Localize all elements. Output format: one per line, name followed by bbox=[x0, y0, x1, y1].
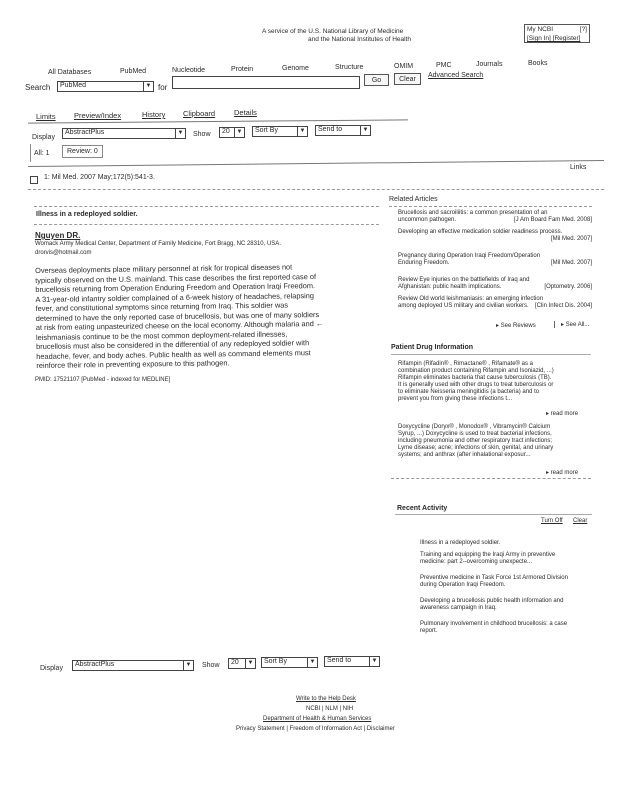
drug-entry-line: Rifampin (Rifadin® , Rimactane® , Rifamate® as a bbox=[398, 361, 533, 367]
related-item-title[interactable]: uncommon pathogen. bbox=[398, 217, 457, 223]
sort-by-value: Sort By bbox=[264, 658, 287, 665]
author-link[interactable]: Nguyen DR. bbox=[35, 231, 81, 240]
drug-info-rule bbox=[391, 354, 591, 355]
service-line-1: A service of the U.S. National Library of Medicine bbox=[262, 28, 404, 35]
tab-details[interactable]: Details bbox=[234, 108, 257, 117]
footer-agency-links[interactable]: NCBI | NLM | NIH bbox=[306, 706, 354, 712]
drug-info-bottom-rule bbox=[391, 478, 591, 479]
for-label: for bbox=[158, 83, 168, 92]
sort-by-select[interactable] bbox=[252, 126, 308, 137]
abstract-line: typically observed on the U.S. mainland. This case describes the first reported case of bbox=[35, 271, 317, 285]
related-item[interactable] bbox=[398, 253, 592, 267]
drug-entry-line: prevent you from giving these infections t... bbox=[398, 396, 513, 402]
show-count-select-bottom[interactable] bbox=[228, 658, 256, 669]
display-format-select[interactable] bbox=[62, 128, 186, 139]
recent-item-line[interactable]: Preventive medicine in Task Force 1st Armored Division bbox=[420, 575, 568, 581]
related-item-source: [Mil Med. 2007] bbox=[550, 260, 592, 266]
related-item-source: [Optometry. 2006] bbox=[544, 284, 592, 290]
abstract-line: determined to have the only reported case of brucellosis, but was one of many soldiers bbox=[35, 309, 320, 323]
database-select-value: PubMed bbox=[60, 82, 87, 89]
result-checkbox[interactable] bbox=[30, 176, 38, 184]
sort-by-select-bottom[interactable] bbox=[261, 657, 318, 668]
drug-info-heading: Patient Drug Information bbox=[391, 344, 474, 351]
related-item-title[interactable]: Review Old world leishmaniasis: an emerging infection bbox=[398, 296, 544, 302]
database-select[interactable] bbox=[57, 81, 154, 92]
recent-item-line[interactable]: Developing a brucellosis public health information and bbox=[420, 598, 564, 604]
related-item-row bbox=[398, 260, 592, 267]
abstract-line: brucellosis returning from Operation Enduring Freedom and Operation Iraqi Freedom. bbox=[35, 281, 316, 294]
display-format-select-bottom[interactable] bbox=[72, 660, 194, 671]
recent-activity-rule bbox=[395, 514, 592, 515]
db-tab-omim[interactable]: OMIM bbox=[394, 63, 414, 70]
results-divider bbox=[28, 160, 604, 167]
related-item-row bbox=[398, 284, 592, 291]
read-more-link[interactable]: ▸ read more bbox=[546, 411, 579, 417]
affiliation: Womack Army Medical Center, Department of Family Medicine, Fort Bragg, NC 28310, USA. bbox=[35, 241, 281, 247]
abstract-text bbox=[35, 261, 396, 371]
show-count-value: 20 bbox=[222, 128, 230, 135]
my-ncbi-box bbox=[524, 24, 590, 43]
filter-review[interactable]: Review: 0 bbox=[62, 145, 103, 158]
send-to-value: Send to bbox=[318, 126, 343, 133]
abstract-line: fever, and constitutional symptoms since returning from Iraq. This soldier was bbox=[35, 300, 289, 313]
related-item[interactable] bbox=[398, 210, 592, 224]
related-item[interactable] bbox=[398, 277, 592, 291]
related-item-title[interactable]: Afghanistan: public health implications. bbox=[398, 284, 502, 290]
recent-item[interactable] bbox=[420, 621, 592, 635]
arrow-left-icon: ← bbox=[315, 318, 324, 329]
recent-item-line[interactable]: Pulmonary involvement in childhood brucellosis: a case bbox=[420, 621, 568, 627]
turn-off-link[interactable]: Turn Off bbox=[541, 518, 563, 524]
db-tab-structure[interactable]: Structure bbox=[335, 64, 364, 71]
related-rule bbox=[389, 206, 592, 207]
chevron-down-icon: ▼ bbox=[143, 82, 153, 91]
abstract-line: A 31-year-old infantry soldier complained of a 6-week history of headaches, relapsing bbox=[35, 290, 315, 304]
abstract-line: leishmaniasis continue to be the most common deployment-related illnesses, bbox=[35, 328, 288, 342]
drug-entry-line: including pneumonia and other respiratory tract infections; bbox=[398, 438, 553, 444]
citation[interactable]: 1: Mil Med. 2007 May;172(5):541-3. bbox=[44, 174, 155, 181]
abstract-line: reinforce their role in preventing exposure to this pathogen. bbox=[36, 358, 230, 370]
read-more-link[interactable]: ▸ read more bbox=[546, 470, 579, 476]
recent-item-line[interactable]: awareness campaign in Iraq. bbox=[420, 605, 497, 611]
drug-entry-doxycycline[interactable] bbox=[398, 424, 594, 459]
search-label: Search bbox=[25, 83, 51, 92]
title-top-rule bbox=[34, 206, 379, 207]
related-item-source: [Mil Med. 2007] bbox=[550, 236, 592, 242]
related-item-title[interactable]: Pregnancy during Operation Iraqi Freedom/Operation bbox=[398, 253, 541, 259]
service-statement bbox=[262, 28, 462, 44]
tab-history[interactable]: History bbox=[142, 110, 166, 119]
tab-clipboard[interactable]: Clipboard bbox=[183, 109, 216, 118]
send-to-select[interactable] bbox=[315, 125, 371, 136]
recent-item[interactable] bbox=[420, 575, 592, 589]
db-tab-all[interactable]: All Databases bbox=[48, 69, 92, 76]
my-ncbi-label[interactable]: My NCBI bbox=[527, 26, 553, 33]
clear-recent-link[interactable]: Clear bbox=[573, 518, 588, 524]
drug-entry-line: systems; and anthrax (after inhalational exposur... bbox=[398, 452, 531, 458]
send-to-value: Send to bbox=[327, 657, 352, 664]
drug-entry-line: Rifampin eliminates bacteria that cause tuberculosis (TB). bbox=[398, 375, 552, 381]
drug-entry-line: Lyme disease; acne; infections of skin, genital, and urinary bbox=[398, 445, 554, 451]
recent-item[interactable] bbox=[420, 552, 592, 566]
recent-item[interactable] bbox=[420, 598, 592, 612]
abstract-line-text: at risk from eating unpasteurized cheese on the local economy. Although malaria and bbox=[35, 319, 314, 332]
help-desk-link[interactable]: Write to the Help Desk bbox=[296, 696, 356, 702]
display-format-value: AbstractPlus bbox=[75, 661, 115, 668]
tab-limits[interactable]: Limits bbox=[36, 112, 56, 121]
sort-by-value: Sort By bbox=[255, 127, 278, 134]
recent-item-line[interactable]: during Operation Iraqi Freedom. bbox=[420, 582, 506, 588]
db-tab-pubmed[interactable]: PubMed bbox=[120, 68, 147, 75]
related-item-title[interactable]: Enduring Freedom. bbox=[398, 260, 450, 266]
recent-item[interactable] bbox=[420, 540, 592, 547]
display-label: Display bbox=[32, 134, 55, 141]
related-item[interactable] bbox=[398, 296, 592, 310]
drug-entry-line: to eliminate Neisseria meningitidis (a bacteria) and to bbox=[398, 389, 540, 395]
related-articles-heading: Related Articles bbox=[389, 196, 438, 203]
sign-in-link[interactable]: [Sign In] [Register] bbox=[527, 35, 581, 42]
filter-all[interactable]: All: 1 bbox=[34, 150, 50, 157]
related-item-row bbox=[398, 217, 592, 224]
title-bottom-rule bbox=[34, 224, 379, 225]
search-input[interactable] bbox=[172, 76, 360, 89]
chevron-down-icon: ▼ bbox=[307, 658, 317, 667]
citation-divider bbox=[28, 189, 604, 190]
db-tab-journals[interactable]: Journals bbox=[476, 61, 503, 68]
links-link[interactable]: Links bbox=[570, 164, 587, 171]
footer-policy-links[interactable]: Privacy Statement | Freedom of Information Act | Disclaimer bbox=[236, 726, 395, 732]
recent-activity-heading: Recent Activity bbox=[397, 505, 448, 512]
recent-item-line[interactable]: medicine: part 2--overcoming unexpecte... bbox=[420, 559, 533, 565]
db-tab-genome[interactable]: Genome bbox=[282, 65, 309, 72]
related-item-title[interactable]: among deployed US military and civilian workers. bbox=[398, 303, 529, 309]
recent-item-line[interactable]: report. bbox=[420, 628, 438, 634]
show-label: Show bbox=[193, 131, 211, 138]
drug-entry-rifampin[interactable] bbox=[398, 361, 594, 403]
article-title: Illness in a redeployed soldier. bbox=[36, 211, 138, 218]
chevron-down-icon: ▼ bbox=[369, 657, 379, 666]
abstract-line: brucellosis must also be considered in the differential of any redeployed soldier with bbox=[36, 338, 310, 351]
show-label-bottom: Show bbox=[202, 662, 220, 669]
hhs-link[interactable]: Department of Health & Human Services bbox=[263, 716, 372, 722]
send-to-select-bottom[interactable] bbox=[324, 656, 380, 667]
drug-entry-line: combination product containing Rifampin and Isoniazid, ...) bbox=[398, 368, 554, 374]
chevron-down-icon: ▼ bbox=[360, 126, 370, 135]
email: drorvis@hotmail.com bbox=[35, 250, 92, 256]
related-item-source: [Clin Infect Dis. 2004] bbox=[534, 303, 592, 309]
chevron-down-icon: ▼ bbox=[297, 127, 307, 136]
related-item[interactable] bbox=[398, 229, 592, 243]
display-format-value: AbstractPlus bbox=[65, 129, 105, 136]
go-button[interactable]: Go bbox=[364, 74, 389, 86]
db-tab-pmc[interactable]: PMC bbox=[436, 62, 452, 69]
tab-preview-index[interactable]: Preview/Index bbox=[74, 111, 122, 120]
abstract-line: headache, fever, and body aches. Public health as well as command elements must bbox=[36, 347, 311, 361]
related-item-title[interactable]: Review Eye injuries on the battlefields of Iraq and bbox=[398, 277, 530, 283]
chevron-down-icon: ▼ bbox=[234, 128, 244, 137]
help-icon[interactable]: [?] bbox=[579, 26, 587, 33]
related-item-row bbox=[398, 303, 592, 310]
see-reviews-link[interactable]: ▸ See Reviews bbox=[496, 323, 536, 329]
recent-item-line[interactable]: Training and equipping the Iraqi Army in preventive bbox=[420, 552, 556, 558]
chevron-down-icon: ▼ bbox=[175, 129, 185, 138]
clear-button[interactable]: Clear bbox=[394, 73, 421, 85]
db-tab-protein[interactable]: Protein bbox=[231, 66, 254, 73]
advanced-search-link[interactable]: Advanced Search bbox=[428, 72, 484, 79]
pmid: PMID: 17521107 [PubMed - indexed for MEDLINE] bbox=[35, 377, 171, 383]
related-item-title[interactable]: Developing an effective medication soldier readiness process. bbox=[398, 229, 563, 235]
related-item-title[interactable]: Brucellosis and sacroiliitis: a common presentation of an bbox=[398, 210, 548, 216]
display-label-bottom: Display bbox=[40, 665, 63, 672]
show-count-select[interactable] bbox=[219, 127, 245, 138]
db-tab-books[interactable]: Books bbox=[528, 60, 548, 67]
see-all-link[interactable]: ▸ See All... bbox=[554, 321, 589, 328]
db-tab-nucleotide[interactable]: Nucleotide bbox=[172, 67, 206, 74]
related-item-source: [J Am Board Fam Med. 2008] bbox=[513, 217, 592, 223]
service-line-2: and the National Institutes of Health bbox=[308, 36, 411, 43]
drug-entry-line: It is generally used with other drugs to treat tuberculosis or bbox=[398, 382, 554, 388]
chevron-down-icon: ▼ bbox=[245, 659, 255, 668]
show-count-value: 20 bbox=[231, 659, 239, 666]
drug-entry-line: Syrup, ...) Doxycycline is used to treat bacterial infections, bbox=[398, 431, 552, 437]
drug-entry-line: Doxycycline (Doryx® , Monodox® , Vibramycin® Calcium bbox=[398, 424, 551, 430]
filter-left-border bbox=[30, 144, 31, 162]
abstract-line: Overseas deployments place military personnel at risk for tropical diseases not bbox=[35, 262, 293, 275]
chevron-down-icon: ▼ bbox=[183, 661, 193, 670]
recent-item-line[interactable]: Illness in a redeployed soldier. bbox=[420, 540, 501, 546]
